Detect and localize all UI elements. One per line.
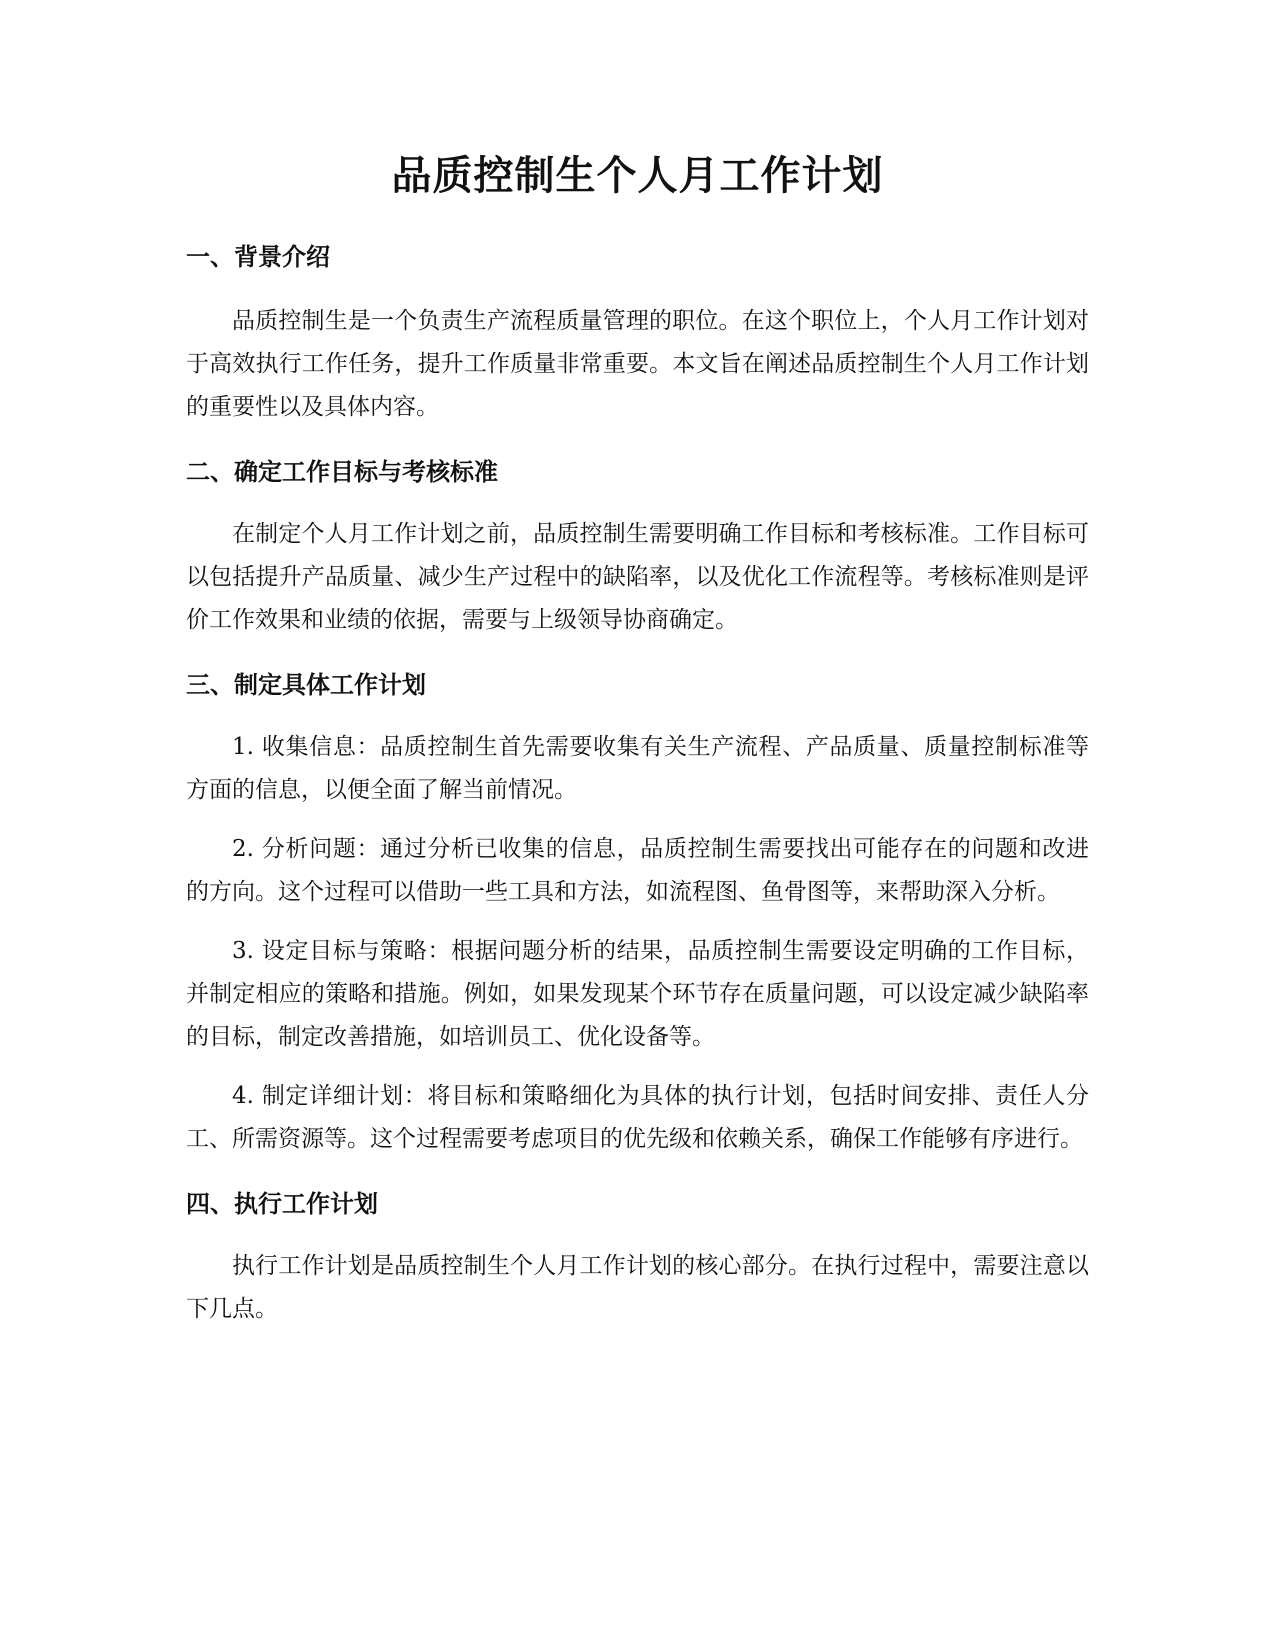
section-heading: 二、确定工作目标与考核标准 bbox=[186, 458, 498, 486]
paragraph: 品质控制生是一个负责生产流程质量管理的职位。在这个职位上，个人月工作计划对于高效执行工作任务，提升工作质量非常重要。本文旨在阐述品质控制生个人月工作计划的重要性以及具体内容。 bbox=[186, 308, 1089, 420]
list-item: 1. 收集信息：品质控制生首先需要收集有关生产流程、产品质量、质量控制标准等方面的信息，以便全面了解当前情况。 bbox=[186, 734, 1089, 803]
list-item: 3. 设定目标与策略：根据问题分析的结果，品质控制生需要设定明确的工作目标，并制定相应的策略和措施。例如，如果发现某个环节存在质量问题，可以设定减少缺陷率的目标，制定改善措施，如培训员工、优化设备等。 bbox=[186, 938, 1089, 1050]
section-execute-plan bbox=[186, 1187, 1089, 1331]
paragraph: 在制定个人月工作计划之前，品质控制生需要明确工作目标和考核标准。工作目标可以包括提升产品质量、减少生产过程中的缺陷率，以及优化工作流程等。考核标准则是评价工作效果和业绩的依据，需要与上级领导协商确定。 bbox=[186, 521, 1089, 633]
list-item: 2. 分析问题：通过分析已收集的信息，品质控制生需要找出可能存在的问题和改进的方向。这个过程可以借助一些工具和方法，如流程图、鱼骨图等，来帮助深入分析。 bbox=[186, 836, 1089, 905]
section-goals-standards bbox=[186, 455, 1089, 642]
paragraph: 执行工作计划是品质控制生个人月工作计划的核心部分。在执行过程中，需要注意以下几点。 bbox=[186, 1253, 1089, 1322]
section-heading: 一、背景介绍 bbox=[186, 243, 330, 271]
section-heading: 三、制定具体工作计划 bbox=[186, 671, 426, 699]
section-work-plan bbox=[186, 668, 1089, 1161]
list-item: 4. 制定详细计划：将目标和策略细化为具体的执行计划，包括时间安排、责任人分工、所需资源等。这个过程需要考虑项目的优先级和依赖关系，确保工作能够有序进行。 bbox=[186, 1083, 1089, 1152]
document-title: 品质控制生个人月工作计划 bbox=[391, 153, 884, 199]
section-background bbox=[186, 240, 1089, 429]
section-heading: 四、执行工作计划 bbox=[186, 1190, 378, 1218]
